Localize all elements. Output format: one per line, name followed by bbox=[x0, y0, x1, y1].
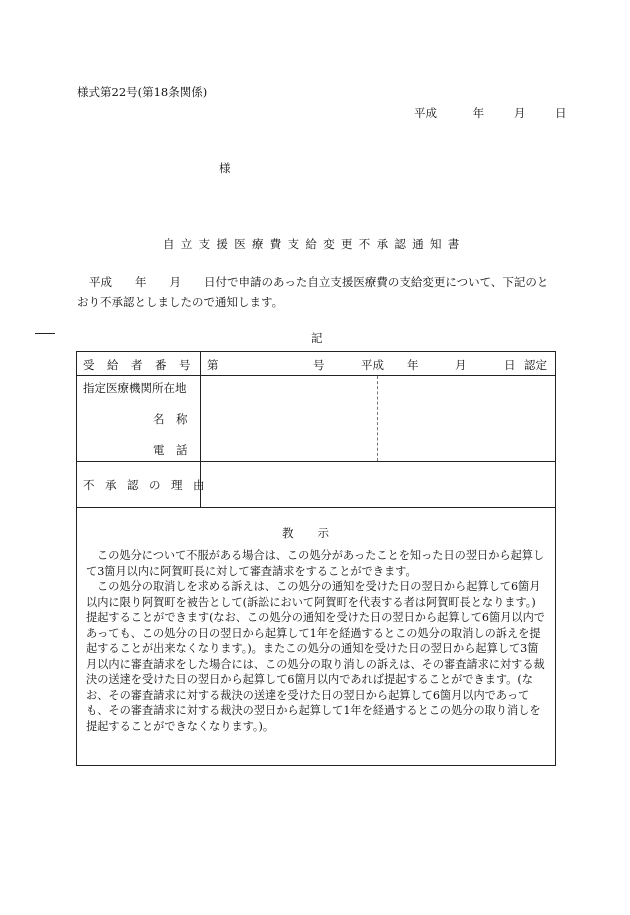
notice-table bbox=[76, 351, 556, 766]
date-year: 年 bbox=[472, 106, 485, 120]
margin-mark bbox=[35, 333, 55, 334]
date-day: 日 bbox=[554, 106, 567, 120]
date-era: 平成 bbox=[414, 106, 437, 120]
reason-label: 不承認の理由 bbox=[83, 478, 215, 492]
row-divider bbox=[77, 461, 555, 462]
number-prefix: 第 bbox=[207, 358, 219, 372]
facility-address-label: 指定医療機関所在地 bbox=[83, 381, 187, 395]
cert-label: 認定 bbox=[524, 358, 547, 372]
document-title: 自立支援医療費支給変更不承認通知書 bbox=[163, 237, 466, 251]
notice-body: 平成 年 月 日付で申請のあった自立支援医療費の支給変更について、下記のとおり不承認としましたので通知します。 bbox=[77, 275, 549, 309]
cert-era: 平成 bbox=[361, 358, 384, 372]
dotted-divider bbox=[377, 376, 378, 461]
date-month: 月 bbox=[513, 106, 526, 120]
kyoji-body bbox=[86, 548, 546, 734]
row-divider bbox=[77, 507, 555, 508]
issue-date bbox=[414, 105, 566, 121]
kyoji-heading: 教示 bbox=[282, 526, 353, 540]
facility-name-label: 名 称 bbox=[153, 412, 188, 426]
kyoji-paragraph-1: この処分について不服がある場合は、この処分があったことを知った日の翌日から起算して3箇月以内に阿賀町長に対して審査請求をすることができます。 bbox=[86, 549, 545, 578]
number-suffix: 号 bbox=[313, 358, 325, 372]
row-divider bbox=[77, 375, 555, 376]
recipient-number-label: 受給者番号 bbox=[83, 358, 203, 372]
addressee-suffix: 様 bbox=[219, 161, 231, 175]
cert-month: 月 bbox=[455, 358, 467, 372]
cert-day: 日 bbox=[504, 358, 516, 372]
kyoji-paragraph-2: この処分の取消しを求める訴えは、この処分の通知を受けた日の翌日から起算して6箇月以内に限り阿賀町を被告として(訴訟において阿賀町を代表する者は阿賀町長となります。)提起することができます(なお、この処分の通知を受けた日の翌日から起算して6箇月以内であっても、この処分の日の翌日から起算して1年を経過するとこの処分の取消しの訴えを提起することが出来なくなります。)。またこの処分の通知を受けた日の翌日から起算して3箇月以内に審査請求をした場合には、この処分の取り消しの訴えは、その審査請求に対する裁決の送達を受けた日の翌日から起算して6箇月以内であれば提起することができます。(なお、その審査請求に対する裁決の送達を受けた日の翌日から起算して6箇月以内であっても、その審査請求に対する裁決の翌日から起算して1年を経過するとこの処分の取り消しを提起することができなくなります。)。 bbox=[86, 580, 545, 733]
cert-year: 年 bbox=[407, 358, 419, 372]
form-number: 様式第22号(第18条関係) bbox=[77, 85, 208, 99]
ki-heading: 記 bbox=[311, 331, 323, 345]
facility-phone-label: 電 話 bbox=[153, 443, 188, 457]
